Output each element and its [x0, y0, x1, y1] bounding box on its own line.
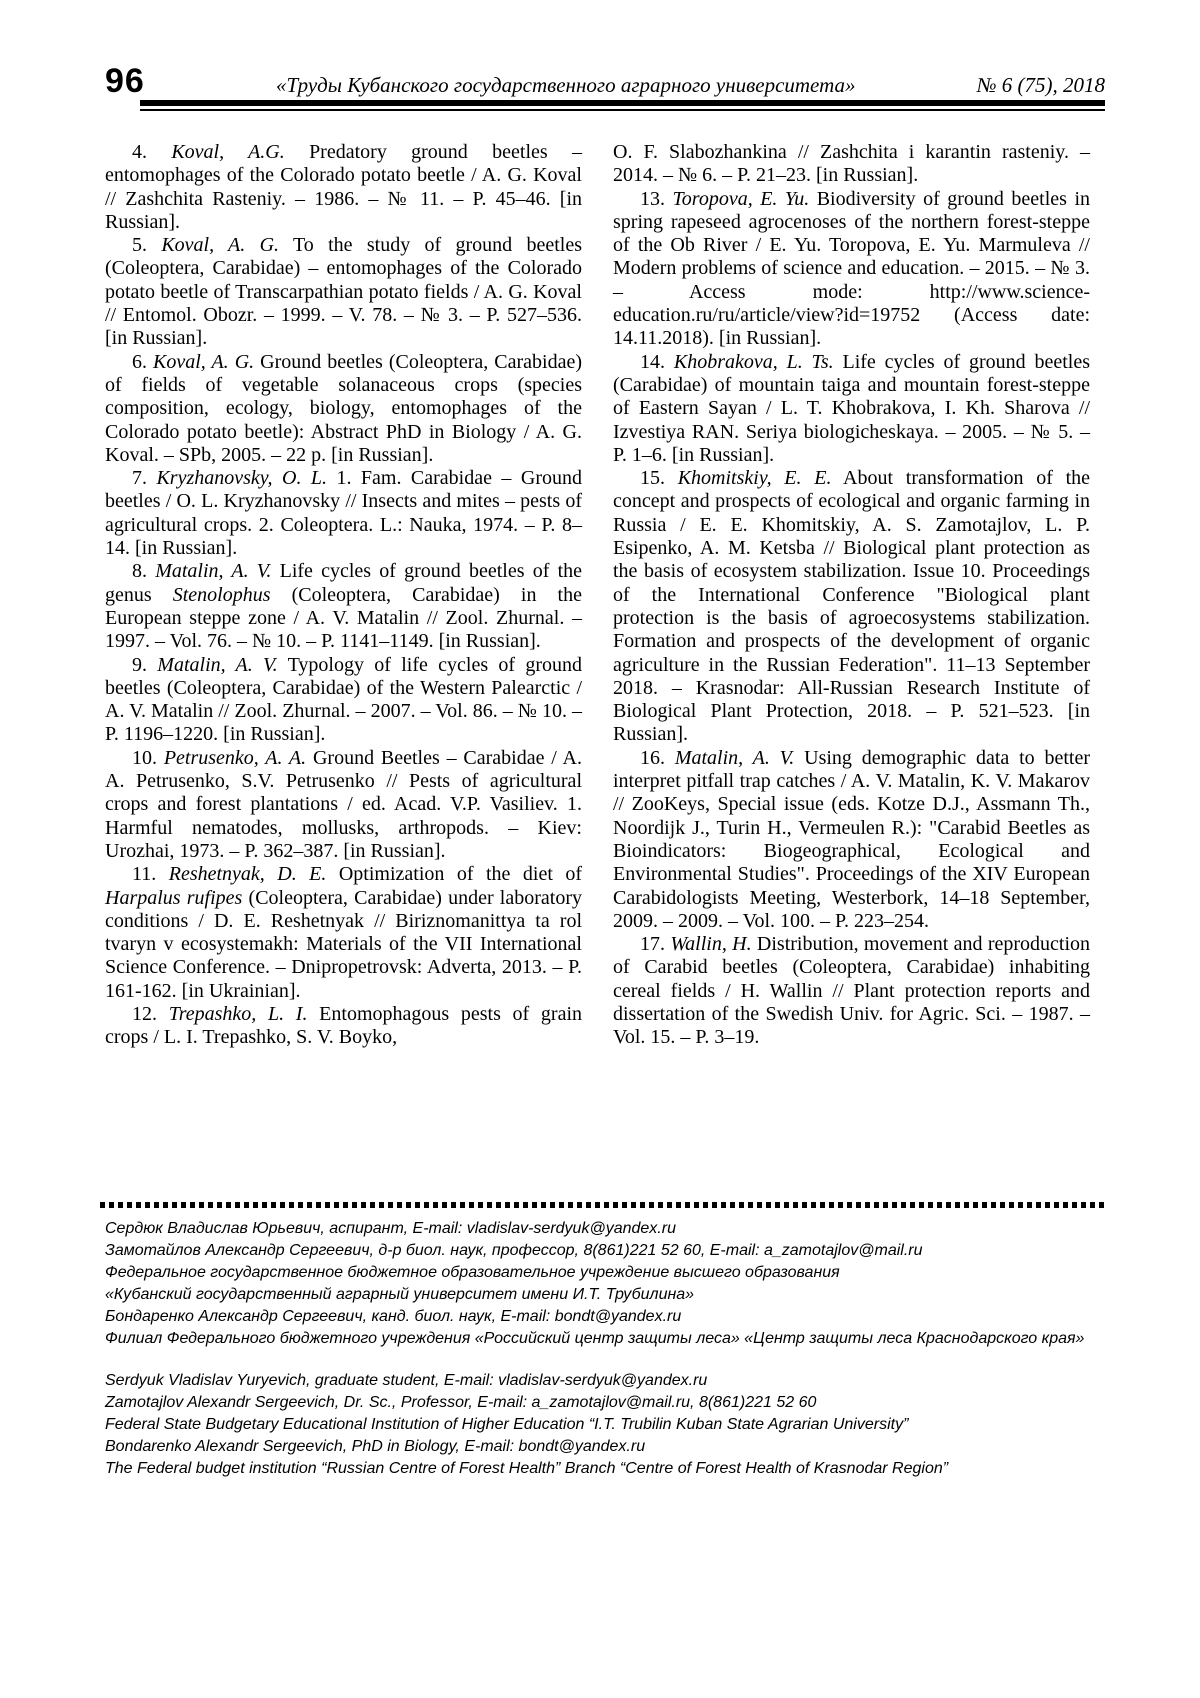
author-line-russian: Замотайлов Александр Сергеевич, д-р биол. наук, профессор, 8(861)221 52 60, E-mail: a_zamotajlov@mail.ru — [105, 1242, 923, 1259]
authors-info-english — [105, 1370, 1105, 1480]
reference-8: 8. Matalin, A. V. Life cycles of ground beetles of the genus Stenolophus (Coleoptera, Carabidae) in the European steppe zone / A. V. Matalin // Zool. Zhurnal. – 1997. – Vol. 76. – № 10. – P. 1141–1149. [in Russian]. — [105, 560, 583, 653]
author-line-english: Serdyuk Vladislav Yuryevich, graduate student, E-mail: vladislav-serdyuk@yandex.ru — [105, 1372, 708, 1389]
reference-7: 7. Kryzhanovsky, O. L. 1. Fam. Carabidae – Ground beetles / O. L. Kryzhanovsky // Insects and mites – pests of agricultural crops. 2. Coleoptera. L.: Nauka, 1974. – P. 8–14. [in Russian]. — [105, 467, 582, 560]
reference-10: 10. Petrusenko, A. A. Ground Beetles – Carabidae / A. A. Petrusenko, S.V. Petrusenko // Pests of agricultural crops and forest plantations / ed. Acad. V.P. Vasiliev. 1. Harmful nematodes, mollusks, arthropods. – Kiev: Urozhai, 1973. – P. 362–387. [in Russian]. — [105, 746, 583, 862]
page-number: 96 — [105, 62, 145, 100]
header-rule — [140, 100, 1105, 111]
authors-info-russian — [105, 1218, 1105, 1350]
affiliation-line-english: Federal State Budgetary Educational Institution of Higher Education “I.T. Trubilin Kuban State Agrarian University” — [105, 1416, 909, 1433]
issue-info: № 6 (75), 2018 — [976, 73, 1105, 97]
header-rule-thick — [140, 100, 1105, 106]
references-section — [105, 141, 1090, 1050]
reference-9: 9. Matalin, A. V. Typology of life cycles of ground beetles (Coleoptera, Carabidae) of the Western Palearctic / A. V. Matalin // Zool. Zhurnal. – 2007. – Vol. 86. – № 10. – P. 1196–1220. [in Russian]. — [105, 653, 583, 746]
affiliation-line-russian: «Кубанский государственный аграрный университет имени И.Т. Трубилина» — [105, 1286, 695, 1303]
reference-12: 12. Trepashko, L. I. Entomophagous pests of grain crops / L. I. Trepashko, S. V. Boyko, — [105, 1002, 583, 1049]
reference-13: 13. Toropova, E. Yu. Biodiversity of ground beetles in spring rapeseed agrocenoses of the northern forest-steppe of the Ob River / E. Yu. Toropova, E. Yu. Marmuleva // Modern problems of science and education. – 2015. – № 3. – Access mode: http://www.science-education.ru/ru/article/view?id=19752 (Access date: 14.11.2018). [in Russian]. — [613, 187, 1090, 350]
dotted-separator — [100, 1202, 1105, 1208]
reference-6: 6. Koval, A. G. Ground beetles (Coleoptera, Carabidae) of fields of vegetable solanaceous crops (species composition, ecology, biology, entomophages of the Colorado potato beetle): Abstract PhD in Biology / A. G. Koval. – SPb, 2005. – 22 p. [in Russian]. — [105, 350, 583, 466]
affiliation-line-russian: Федеральное государственное бюджетное образовательное учреждение высшего образования — [105, 1264, 840, 1281]
reference-12-continued: O. F. Slabozhankina // Zashchita i karantin rasteniy. – 2014. – № 6. – P. 21–23. [in Russian]. — [613, 141, 1090, 187]
author-line-russian: Сердюк Владислав Юрьевич, аспирант, E-mail: vladislav-serdyuk@yandex.ru — [105, 1220, 676, 1237]
author-line-english: Zamotajlov Alexandr Sergeevich, Dr. Sc., Professor, E-mail: a_zamotajlov@mail.ru, 8(861)221 52 60 — [105, 1394, 817, 1411]
reference-14: 14. Khobrakova, L. Ts. Life cycles of ground beetles (Carabidae) of mountain taiga and mountain forest-steppe of Eastern Sayan / L. T. Khobrakova, I. Kh. Sharova // Izvestiya RAN. Seriya biologicheskaya. – 2005. – № 5. – P. 1–6. [in Russian]. — [613, 350, 1090, 466]
left-column — [105, 141, 582, 1050]
reference-15: 15. Khomitskiy, E. E. About transformation of the concept and prospects of ecological and organic farming in Russia / E. E. Khomitskiy, A. S. Zamotajlov, L. P. Esipenko, A. M. Ketsba // Biological plant protection as the basis of ecosystem stabilization. Issue 10. Proceedings of the International Conference "Biological plant protection is the basis of agroecosystems stabilization. Formation and prospects of the development of organic agriculture in the Russian Federation". 11–13 September 2018. – Krasnodar: All-Russian Research Institute of Biological Plant Protection, 2018. – P. 521–523. [in Russian]. — [613, 467, 1091, 746]
reference-5: 5. Koval, A. G. To the study of ground beetles (Coleoptera, Carabidae) – entomophages of the Colorado potato beetle of Transcarpathian potato fields / A. G. Koval // Entomol. Obozr. – 1999. – V. 78. – № 3. – P. 527–536. [in Russian]. — [105, 234, 582, 350]
reference-16: 16. Matalin, A. V. Using demographic data to better interpret pitfall trap catches / A. V. Matalin, K. V. Makarov // ZooKeys, Special issue (eds. Kotze D.J., Assmann Th., Noordijk J., Turin H., Vermeulen R.): "Carabid Beetles as Bioindicators: Biogeographical, Ecological and Environmental Studies". Proceedings of the XIV European Carabidologists Meeting, Westerbork, 14–18 September, 2009. – 2009. – Vol. 100. – P. 223–254. — [613, 746, 1090, 932]
right-column — [613, 141, 1090, 1050]
reference-17: 17. Wallin, H. Distribution, movement and reproduction of Carabid beetles (Coleoptera, Carabidae) inhabiting cereal fields / H. Wallin // Plant protection reports and dissertation of the Swedish Univ. for Agric. Sci. – 1987. – Vol. 15. – P. 3–19. — [613, 933, 1091, 1049]
reference-4: 4. Koval, A.G. Predatory ground beetles – entomophages of the Colorado potato beetle / A. G. Koval // Zashchita Rasteniy. – 1986. – № 11. – P. 45–46. [in Russian]. — [105, 141, 582, 233]
page-header — [105, 64, 1105, 98]
author-line-russian: Бондаренко Александр Сергеевич, канд. биол. наук, E-mail: bondt@yandex.ru — [105, 1308, 682, 1325]
affiliation-line-russian: Филиал Федерального бюджетного учреждения «Российский центр защиты леса» «Центр защиты леса Краснодарского края» — [105, 1330, 1085, 1347]
author-line-english: Bondarenko Alexandr Sergeevich, PhD in Biology, E-mail: bondt@yandex.ru — [105, 1438, 646, 1455]
affiliation-line-english: The Federal budget institution “Russian Centre of Forest Health” Branch “Centre of Forest Health of Krasnodar Region” — [105, 1460, 949, 1477]
reference-11: 11. Reshetnyak, D. E. Optimization of the diet of Harpalus rufipes (Coleoptera, Carabidae) under laboratory conditions / D. E. Reshetnyak // Biriznomanittya ta rol tvaryn v ecosystemakh: Materials of the VII International Science Conference. – Dnipropetrovsk: Adverta, 2013. – P. 161-162. [in Ukrainian]. — [105, 863, 582, 1002]
journal-title: «Труды Кубанского государственного аграрного университета» — [276, 73, 856, 97]
header-rule-thin — [140, 109, 1105, 111]
